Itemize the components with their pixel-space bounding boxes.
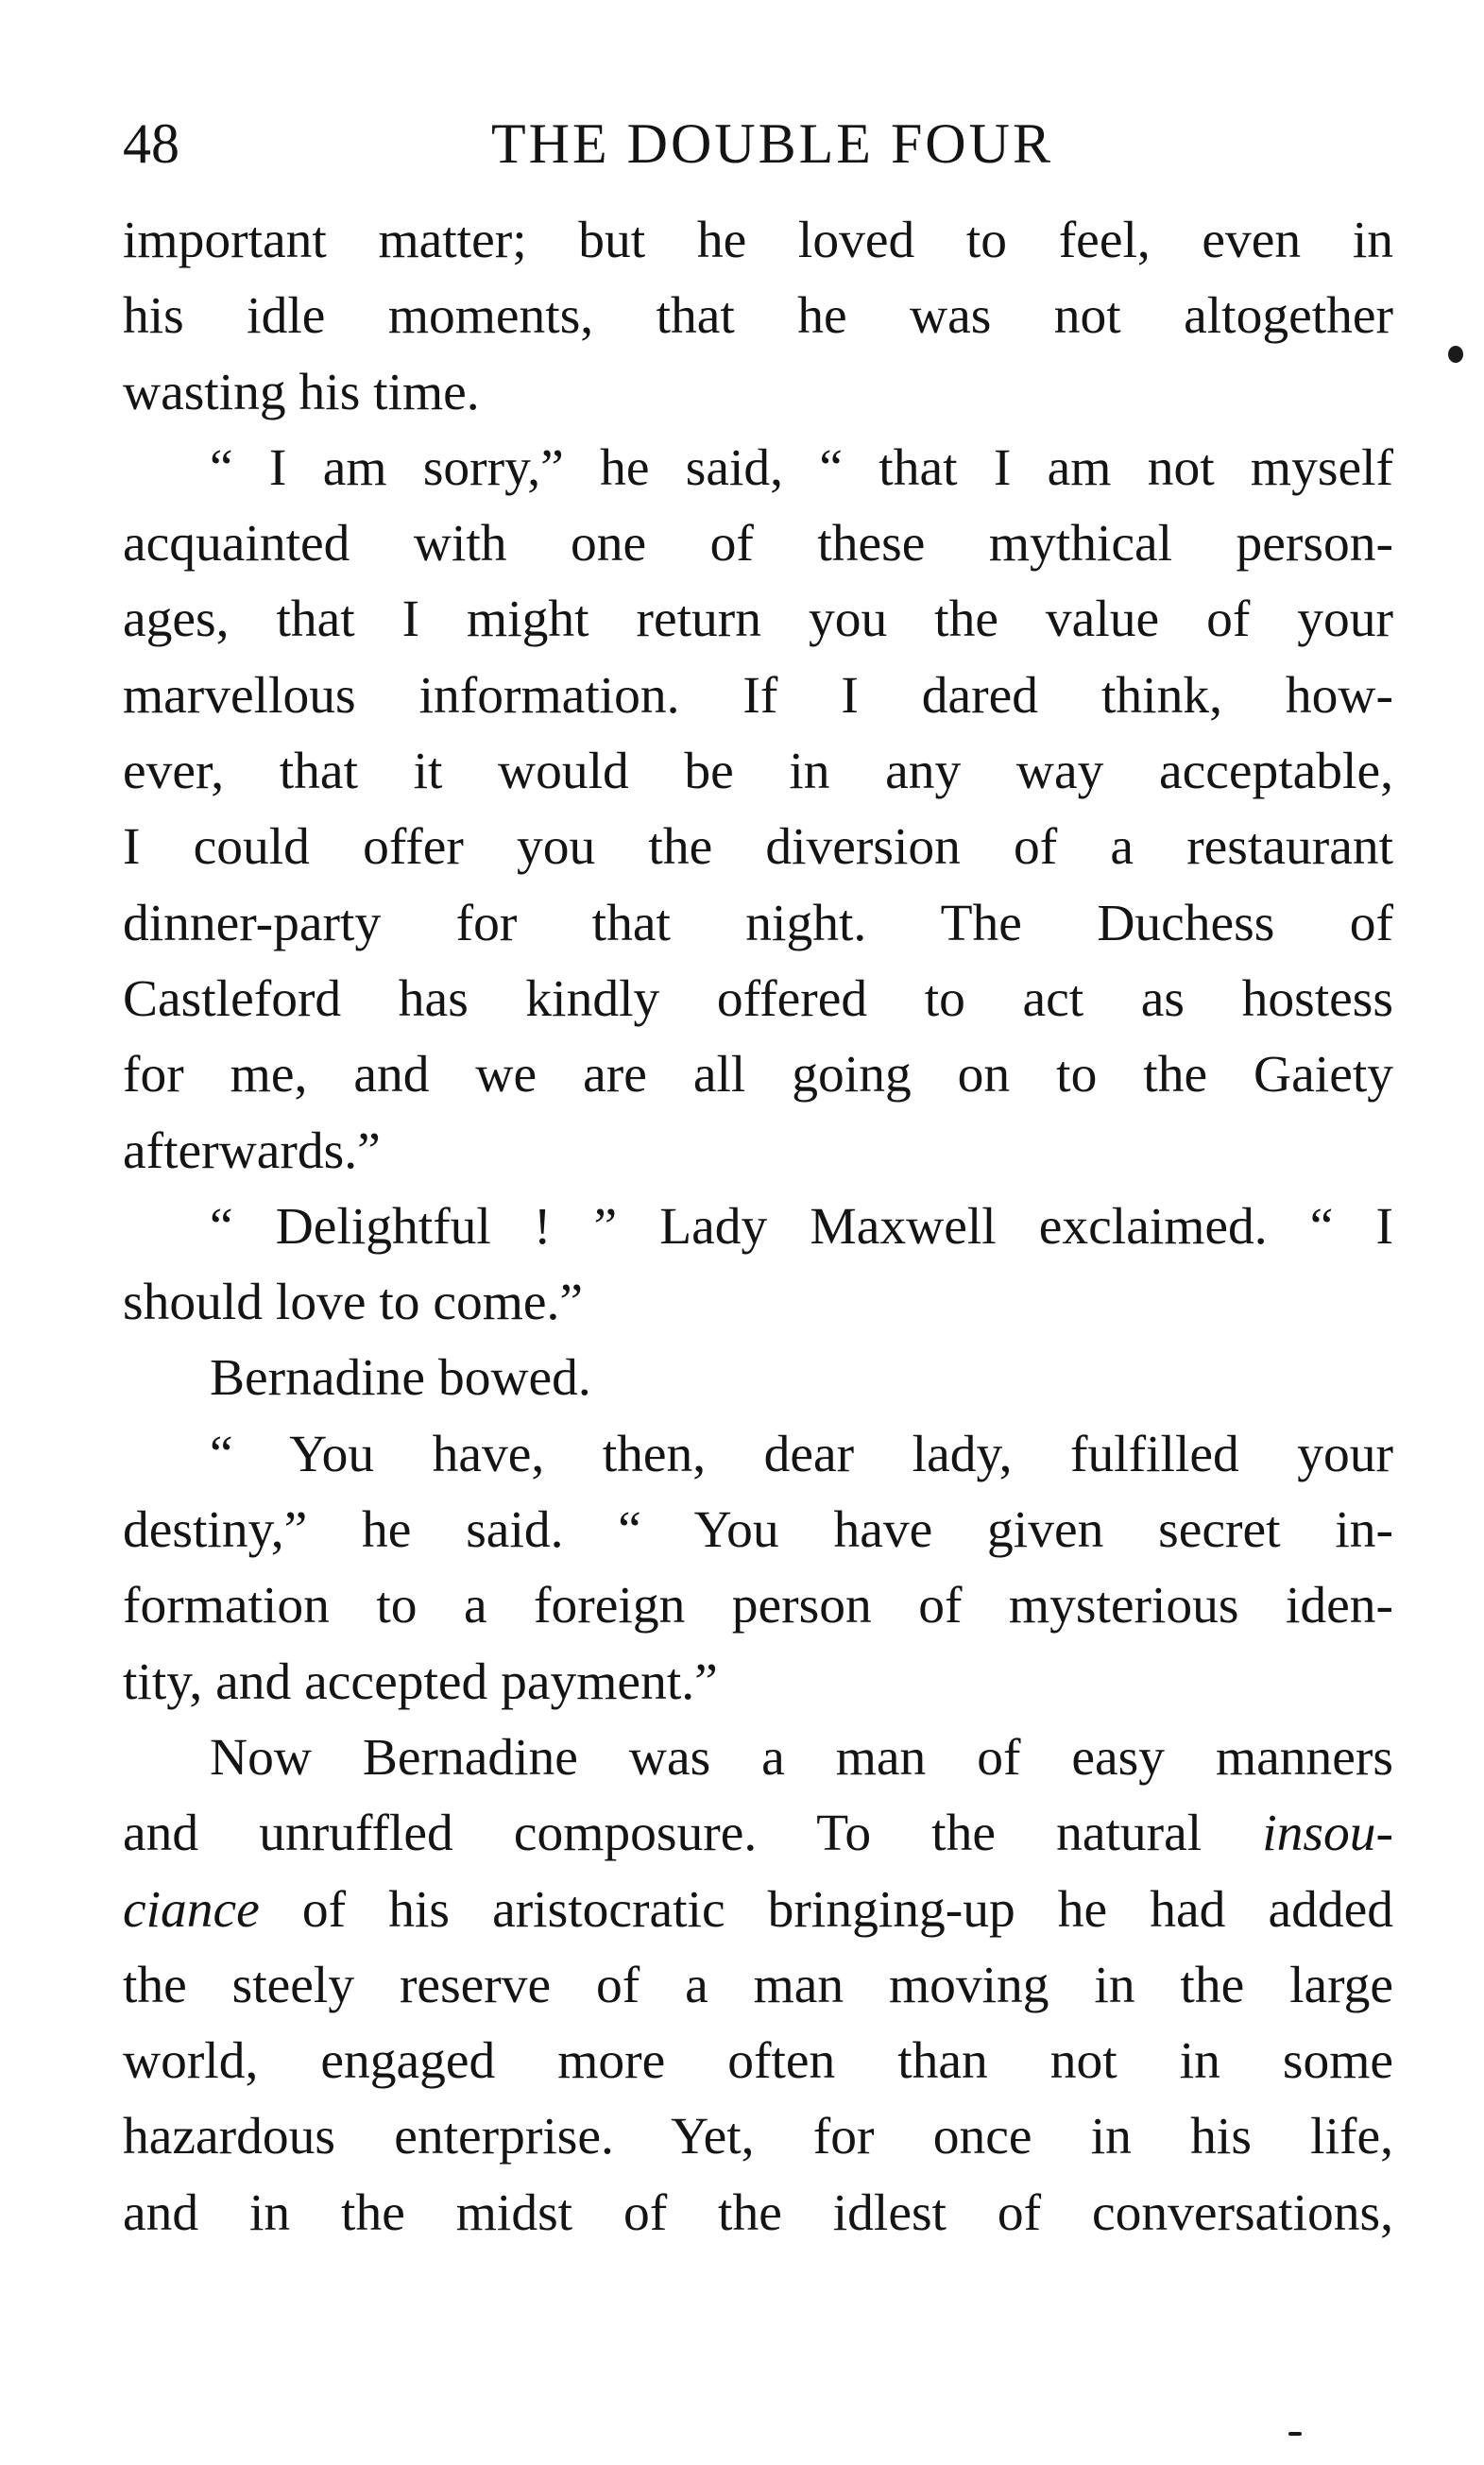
text-line: “ You have, then, dear lady, fulfilled your: [210, 1425, 1393, 1483]
text-line: I could offer you the diversion of a restaurant: [123, 818, 1393, 877]
italic-word: insou-: [1262, 1805, 1393, 1863]
text-line: his idle moments, that he was not altogether: [123, 287, 1393, 346]
text-line: the steely reserve of a man moving in the large: [123, 1956, 1393, 2014]
text-line: tity, and accepted payment.”: [123, 1652, 718, 1711]
text-line: destiny,” he said. “ You have given secret in-: [123, 1501, 1393, 1560]
text-line: and in the midst of the idlest of conversations,: [123, 2183, 1393, 2242]
text-line: should love to come.”: [123, 1274, 584, 1332]
text-line: ever, that it would be in any way acceptable,: [123, 743, 1393, 801]
text-line: [123, 1796, 1393, 1872]
text-line: Bernadine bowed.: [210, 1349, 591, 1408]
text-segment: of his aristocratic bringing-up he had added: [259, 1880, 1393, 1939]
running-title: THE DOUBLE FOUR: [491, 112, 1053, 175]
text-line: wasting his time.: [123, 363, 480, 421]
text-line: hazardous enterprise. Yet, for once in his life,: [123, 2108, 1393, 2166]
text-line: “ I am sorry,” he said, “ that I am not myself: [210, 438, 1393, 497]
text-line: Castleford has kindly offered to act as hostess: [123, 969, 1393, 1028]
text-line: ages, that I might return you the value of your: [123, 591, 1393, 649]
text-line: [123, 1873, 1393, 1948]
text-line: world, engaged more often than not in some: [123, 2032, 1393, 2091]
italic-word: ciance: [123, 1880, 260, 1939]
text-line: dinner-party for that night. The Duchess of: [123, 894, 1393, 952]
running-head: [123, 106, 1393, 181]
text-line: afterwards.”: [123, 1121, 381, 1180]
ink-speck: [1288, 2432, 1302, 2436]
text-segment: and unruffled composure. To the natural: [123, 1805, 1263, 1863]
text-line: marvellous information. If I dared think, how-: [123, 666, 1393, 725]
body-text: [123, 203, 1393, 2251]
text-line: formation to a foreign person of mysterious iden-: [123, 1577, 1393, 1635]
text-line: important matter; but he loved to feel, even in: [123, 212, 1393, 269]
text-line: for me, and we are all going on to the Gaiety: [123, 1046, 1393, 1104]
text-line: Now Bernadine was a man of easy manners: [210, 1728, 1393, 1787]
text-line: acquainted with one of these mythical person-: [123, 515, 1393, 573]
ink-speck: [1448, 346, 1463, 363]
page-number: 48: [123, 112, 179, 175]
text-line: “ Delightful ! ” Lady Maxwell exclaimed. “ I: [210, 1197, 1393, 1256]
